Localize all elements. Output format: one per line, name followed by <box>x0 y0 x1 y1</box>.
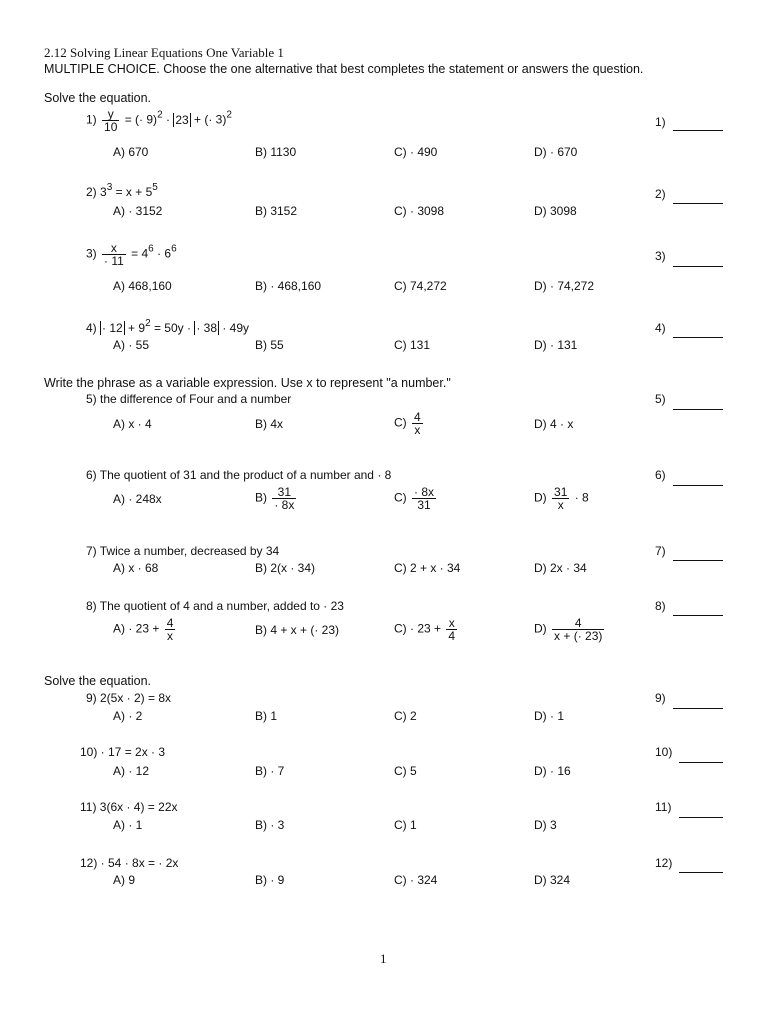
choice-b[interactable]: B) 55 <box>255 338 284 352</box>
choice-b[interactable]: B) 3152 <box>255 204 298 218</box>
section-heading: Solve the equation. <box>44 91 152 105</box>
answer-blank-10[interactable] <box>679 762 723 763</box>
choice-d[interactable]: D) · 16 <box>534 764 571 778</box>
choice-a[interactable]: A) · 23 + $\frac{4}{x}$ <box>113 616 174 643</box>
question-2-stem: 2) $3^3 = x + 5^5$ <box>86 182 158 199</box>
answer-label: 5) <box>655 392 666 406</box>
choice-d[interactable]: D) 3 <box>534 818 557 832</box>
choice-c[interactable]: C) $\frac{4}{x}$ <box>394 410 421 437</box>
answer-blank-7[interactable] <box>673 560 723 561</box>
answer-label: 1) <box>655 115 666 129</box>
choice-c[interactable]: C) · 490 <box>394 145 438 159</box>
choice-d[interactable]: D) 324 <box>534 873 571 887</box>
choice-a[interactable]: A) x · 68 <box>113 561 159 575</box>
page-number: 1 <box>380 951 387 966</box>
choice-d[interactable]: D) · 74,272 <box>534 279 595 293</box>
answer-blank-3[interactable] <box>673 266 723 267</box>
choice-a[interactable]: A) 468,160 <box>113 279 172 293</box>
choice-b[interactable]: B) 4x <box>255 417 284 431</box>
choice-c[interactable]: C) 2 + x · 34 <box>394 561 461 575</box>
choice-a[interactable]: A) · 2 <box>113 709 143 723</box>
choice-a[interactable]: A) · 248x <box>113 492 162 506</box>
answer-blank-6[interactable] <box>673 485 723 486</box>
answer-label: 9) <box>655 691 666 705</box>
question-9-stem: 9) 2(5x · 2) = 8x <box>86 691 172 705</box>
answer-blank-8[interactable] <box>673 615 723 616</box>
choice-c[interactable]: C) · 23 + $\frac{x}{4}$ <box>394 616 456 643</box>
answer-label: 6) <box>655 468 666 482</box>
question-5-stem: 5) the difference of Four and a number <box>86 392 292 406</box>
choice-a[interactable]: A) · 1 <box>113 818 143 832</box>
choice-c[interactable]: C) 1 <box>394 818 417 832</box>
answer-label: 3) <box>655 249 666 263</box>
choice-c[interactable]: C) 2 <box>394 709 417 723</box>
question-4-stem: $4) \cdot 12 + 9^2 = 50y$ · · 38 · 49y <box>86 318 250 335</box>
question-6-stem: 6) The quotient of 31 and the product of a number and · 8 <box>86 468 392 482</box>
choice-a[interactable]: A) 9 <box>113 873 136 887</box>
question-3-stem: 3) $\frac{x}{\cdot 11}$ = $4^6 \cdot 6^6$ <box>86 241 177 268</box>
choice-a[interactable]: A) · 3152 <box>113 204 163 218</box>
answer-blank-12[interactable] <box>679 872 723 873</box>
question-1-stem: 1) $\frac{y}{10}$ = (· 9)$^2$ · 23 + (· 3)$^2$ <box>86 107 232 134</box>
choice-d[interactable]: D) $\frac{31}{x}$ · 8 <box>534 485 589 512</box>
answer-blank-9[interactable] <box>673 708 723 709</box>
choice-b[interactable]: B) · 468,160 <box>255 279 322 293</box>
fraction: $\frac{\cdot 8x}{31}$ <box>414 485 435 512</box>
answer-blank-5[interactable] <box>673 409 723 410</box>
choice-c[interactable]: C) $\frac{\cdot 8x}{31}$ <box>394 485 435 512</box>
choice-d[interactable]: D) 4 · x <box>534 417 574 431</box>
answer-label: 7) <box>655 544 666 558</box>
question-11-stem: 11) 3(6x · 4) = 22x <box>80 800 178 814</box>
choice-b[interactable]: B) 1130 <box>255 145 297 159</box>
section-heading: Solve the equation. <box>44 674 152 688</box>
choice-d[interactable]: D) $\frac{4}{x + (\cdot 23)}$ <box>534 616 603 643</box>
choice-c[interactable]: C) · 3098 <box>394 204 445 218</box>
choice-b[interactable]: B) 2(x · 34) <box>255 561 316 575</box>
answer-label: 4) <box>655 321 666 335</box>
fraction: $\frac{4}{x + (\cdot 23)}$ <box>554 616 603 643</box>
answer-blank-11[interactable] <box>679 817 723 818</box>
answer-label: 12) <box>655 856 673 870</box>
question-12-stem: 12) · 54 · 8x = · 2x <box>80 856 179 870</box>
question-8-stem: 8) The quotient of 4 and a number, added to · 23 <box>86 599 344 613</box>
worksheet-title: 2.12 Solving Linear Equations One Variable 1 <box>44 45 284 60</box>
answer-blank-1[interactable] <box>673 130 723 131</box>
choice-b[interactable]: B) · 7 <box>255 764 285 778</box>
choice-c[interactable]: C) 5 <box>394 764 417 778</box>
choice-b[interactable]: B) · 9 <box>255 873 285 887</box>
choice-a[interactable]: A) x · 4 <box>113 417 152 431</box>
choice-a[interactable]: A) · 12 <box>113 764 150 778</box>
question-7-stem: 7) Twice a number, decreased by 34 <box>86 544 280 558</box>
answer-blank-2[interactable] <box>673 203 723 204</box>
section-heading: Write the phrase as a variable expression. Use x to represent "a number." <box>44 376 451 390</box>
answer-label: 8) <box>655 599 666 613</box>
answer-label: 11) <box>655 800 672 814</box>
choice-c[interactable]: C) · 324 <box>394 873 438 887</box>
choice-b[interactable]: B) 1 <box>255 709 278 723</box>
choice-c[interactable]: C) 74,272 <box>394 279 447 293</box>
choice-d[interactable]: D) · 1 <box>534 709 564 723</box>
instructions: MULTIPLE CHOICE. Choose the one alternative that best completes the statement or answers the question. <box>44 62 644 76</box>
choice-d[interactable]: D) · 131 <box>534 338 578 352</box>
choice-b[interactable]: B) · 3 <box>255 818 285 832</box>
choice-d[interactable]: D) 3098 <box>534 204 577 218</box>
choice-d[interactable]: D) · 670 <box>534 145 578 159</box>
choice-b[interactable]: B) 4 + x + (· 23) <box>255 623 340 637</box>
choice-c[interactable]: C) 131 <box>394 338 431 352</box>
choice-a[interactable]: A) 670 <box>113 145 149 159</box>
choice-d[interactable]: D) 2x · 34 <box>534 561 587 575</box>
fraction: $\frac{4}{x}$ <box>166 616 174 643</box>
choice-b[interactable]: B) $\frac{31}{\cdot 8x}$ <box>255 485 295 512</box>
question-10-stem: 10) · 17 = 2x · 3 <box>80 745 166 759</box>
answer-blank-4[interactable] <box>673 337 723 338</box>
answer-label: 10) <box>655 745 673 759</box>
fraction: $\frac{x}{\cdot 11}$ <box>104 241 124 268</box>
fraction: $\frac{x}{4}$ <box>448 616 456 643</box>
fraction: $\frac{31}{\cdot 8x}$ <box>274 485 295 512</box>
fraction: $\frac{31}{x}$ <box>554 485 568 512</box>
answer-label: 2) <box>655 187 666 201</box>
fraction: $\frac{y}{10}$ <box>104 107 118 134</box>
fraction: $\frac{4}{x}$ <box>414 410 421 437</box>
choice-a[interactable]: A) · 55 <box>113 338 150 352</box>
